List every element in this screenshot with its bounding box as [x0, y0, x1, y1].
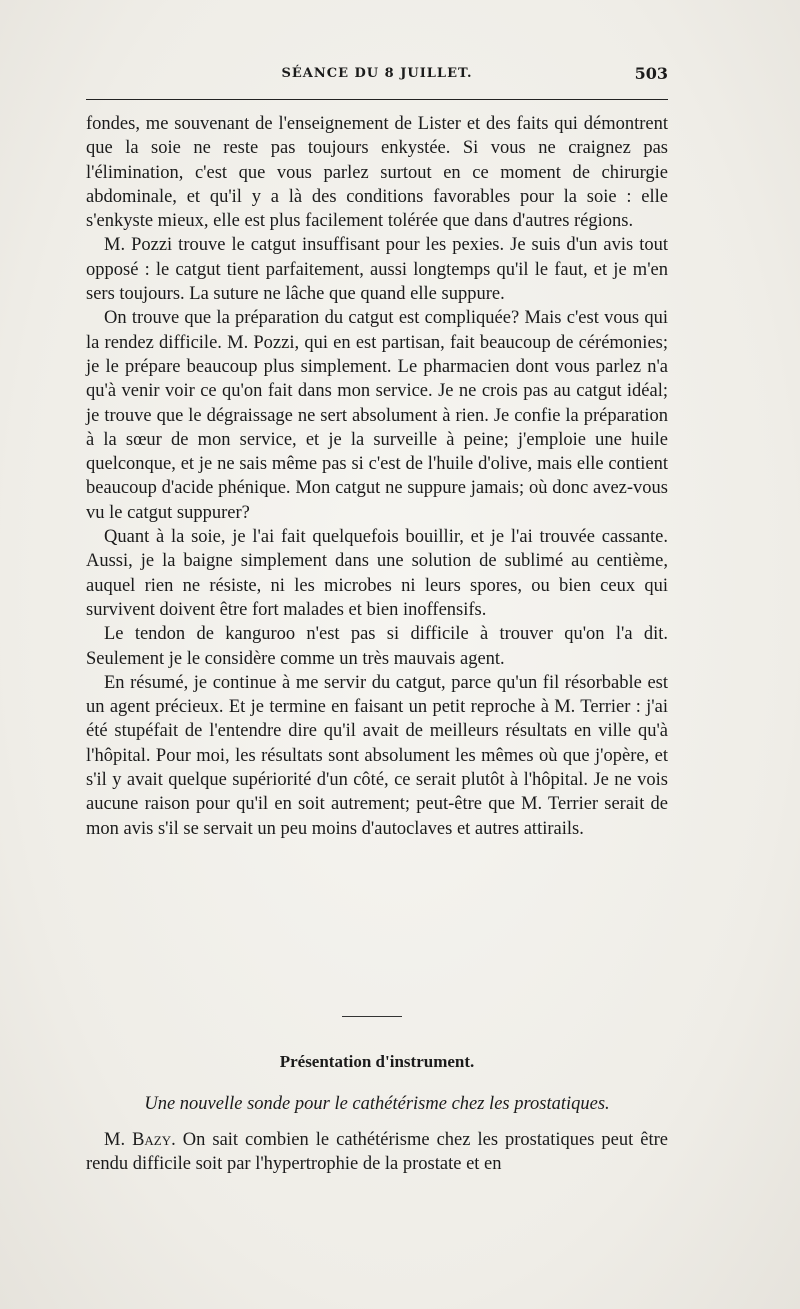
paragraph: On trouve que la préparation du catgut est compliquée? Mais c'est vous qui la rendez difficile. M. Pozzi, qui en est partisan, fait beaucoup de cérémonies; je le prépare beaucoup plus simplement. Le pharmacien dont vous parlez n'a qu'à venir voir ce qu'on fait dans mon service. Je ne crois pas au catgut idéal; je trouve que le dégraissage ne sert absolument à rien. Je confie la préparation à la sœur de mon service, et je la surveille à peine; j'emploie une huile quelconque, et je ne sais même pas si c'est de l'huile d'olive, mais elle contient beaucoup d'acide phénique. Mon catgut ne suppure jamais; où donc avez-vous vu le catgut suppurer? [86, 308, 668, 523]
section-text [86, 1128, 668, 1177]
running-title: SÉANCE DU 8 JUILLET. [281, 66, 473, 81]
paragraph: M. Pozzi trouve le catgut insuffisant pour les pexies. Je suis d'un avis tout opposé : le catgut tient parfaitement, aussi longtemps qu'il le faut, et je m'en sers toujours. La suture ne lâche que quand elle suppure. [86, 235, 668, 305]
page-number: 503 [634, 64, 668, 83]
page-header [86, 62, 668, 88]
paragraph: fondes, me souvenant de l'enseignement de Lister et des faits qui démontrent que la soie ne reste pas toujours enkystée. Si vous ne craignez pas l'élimination, c'est que vous parlez surtout en ce moment de chirurgie abdominale, et qu'il y a là des conditions favorables pour la soie : elle s'enkyste mieux, elle est plus facilement tolérée que dans d'autres régions. [86, 114, 668, 232]
section-subtitle: Une nouvelle sonde pour le cathétérisme chez les prostatiques. [144, 1094, 610, 1114]
section-title: Présentation d'instrument. [279, 1052, 475, 1071]
header-rule [86, 99, 668, 100]
paragraph-text: On sait combien le cathétérisme chez les prostatiques peut être rendu difficile soit par l'hypertrophie de la prostate et en [86, 1130, 668, 1175]
main-text [86, 112, 668, 841]
paragraph: En résumé, je continue à me servir du catgut, parce qu'un fil résorbable est un agent précieux. Et je termine en faisant un petit reproche à M. Terrier : j'ai été stupéfait de l'entendre dire qu'il avait de meilleurs résultats en ville qu'à l'hôpital. Pour moi, les résultats sont absolument les mêmes où que j'opère, et s'il y avait quelque supériorité d'un côté, ce serait plutôt à l'hôpital. Je ne vois aucune raison pour qu'il en soit autrement; peut-être que M. Terrier serait de mon avis s'il se servait un peu moins d'autoclaves et autres attirails. [86, 672, 668, 839]
paragraph [86, 1128, 668, 1177]
section-separator [342, 1016, 402, 1017]
paragraph: Quant à la soie, je l'ai fait quelquefois bouillir, et je l'ai trouvée cassante. Aussi, je la baigne simplement dans une solution de sublimé au centième, auquel rien ne résiste, ni les microbes ni leurs spores, ou bien ceux qui survivent doivent être fort malades et bien inoffensifs. [86, 527, 668, 620]
speaker-name: M. Bazy. [104, 1130, 176, 1150]
paragraph: Le tendon de kanguroo n'est pas si difficile à trouver qu'on l'a dit. Seulement je le considère comme un très mauvais agent. [86, 624, 668, 669]
